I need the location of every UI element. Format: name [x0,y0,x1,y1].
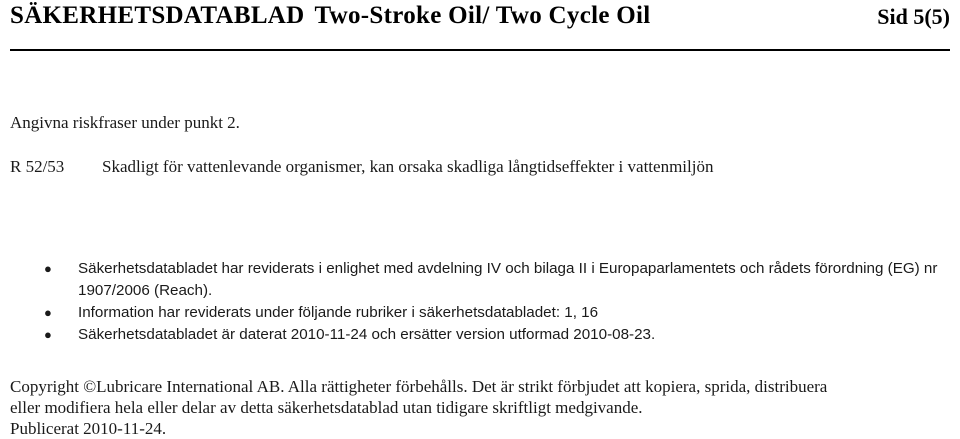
bullet-icon: ● [44,305,52,320]
list-item [42,324,942,346]
risk-phrases-intro: Angivna riskfraser under punkt 2. [10,113,240,132]
risk-phrase-text: Skadligt för vattenlevande organismer, kan orsaka skadliga långtidseffekter i vattenmiljön [102,157,714,176]
list-item [42,258,942,302]
copyright-line-2: eller modifiera hela eller delar av detta säkerhetsdatablad utan tidigare skriftligt medgivande. [10,398,643,417]
document-type: SÄKERHETSDATABLAD [10,2,305,29]
risk-phrase-code: R 52/53 [10,157,65,176]
list-item [42,302,942,324]
copyright-notice [10,376,955,439]
document-title [10,2,651,30]
revision-notes-list [42,258,942,346]
list-item-text: Säkerhetsdatabladet är daterat 2010-11-24 och ersätter version utformad 2010-08-23. [78,326,656,343]
bullet-icon: ● [44,327,52,342]
product-name: Two-Stroke Oil/ Two Cycle Oil [314,2,651,29]
header-divider [10,49,950,51]
list-item-text: Information har reviderats under följande rubriker i säkerhetsdatabladet: 1, 16 [78,304,599,321]
page-header [10,2,950,36]
list-item-text: Säkerhetsdatabladet har reviderats i enlighet med avdelning IV och bilaga II i Europaparlamentets och rådets förordning (EG) nr 1907/2006 (Reach). [78,260,938,299]
page-number: Sid 5(5) [877,4,950,29]
bullet-icon: ● [44,261,52,276]
copyright-line-1: Copyright ©Lubricare International AB. Alla rättigheter förbehålls. Det är strikt förbjudet att kopiera, sprida, distribuera [10,377,828,396]
publication-date: Publicerat 2010-11-24. [10,419,167,438]
